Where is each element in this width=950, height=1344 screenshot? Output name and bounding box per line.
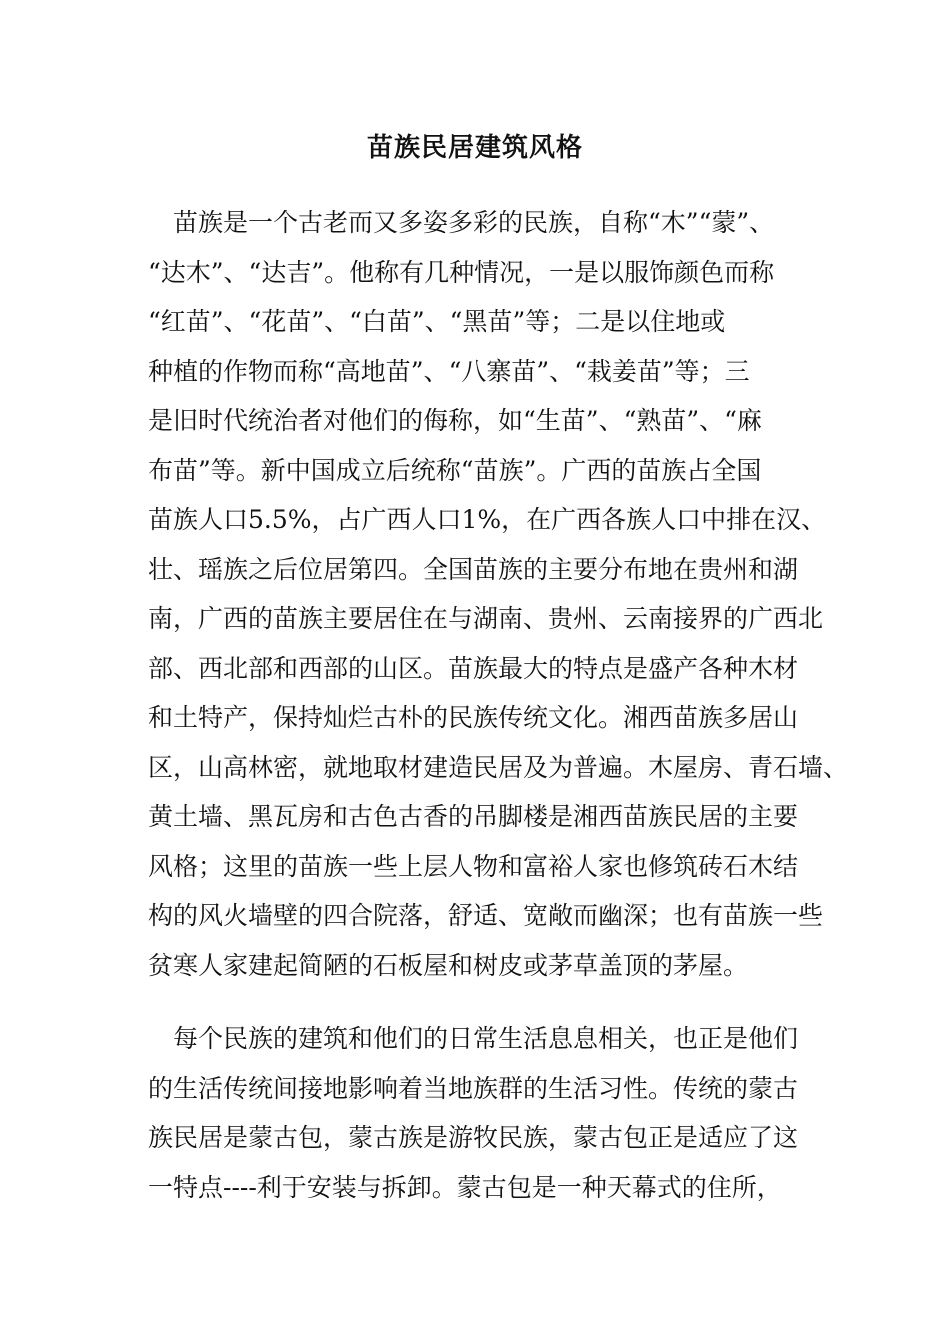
paragraph-line: 种植的作物而称“高地苗”、“八寨苗”、“栽姜苗”等；三 <box>148 356 750 386</box>
paragraph-line: 族民居是蒙古包，蒙古族是游牧民族，蒙古包正是适应了这 <box>148 1123 799 1152</box>
paragraph-line: 构的风火墙壁的四合院落，舒适、宽敞而幽深；也有苗族一些 <box>148 901 824 930</box>
paragraph-line: 南，广西的苗族主要居住在与湖南、贵州、云南接界的广西北 <box>148 604 824 633</box>
paragraph-line: 的生活传统间接地影响着当地族群的生活习性。传统的蒙古 <box>148 1073 799 1103</box>
paragraph-line: 黄土墙、黑瓦房和古色古香的吊脚楼是湘西苗族民居的主要 <box>148 802 799 831</box>
paragraph-line: 苗族人口5.5%，占广西人口1%，在广西各族人口中排在汉、 <box>148 505 827 534</box>
paragraph-line: “达木”、“达吉”。他称有几种情况，一是以服饰颜色而称 <box>148 257 775 287</box>
paragraph-line: 和土特产，保持灿烂古朴的民族传统文化。湘西苗族多居山 <box>148 703 799 732</box>
paragraph-line: 每个民族的建筑和他们的日常生活息息相关，也正是他们 <box>148 1024 799 1053</box>
paragraph-2 <box>148 1014 810 1212</box>
paragraph-line: 布苗”等。新中国成立后统称“苗族”。广西的苗族占全国 <box>148 455 762 485</box>
paragraph-line: 壮、瑶族之后位居第四。全国苗族的主要分布地在贵州和湖 <box>148 554 799 584</box>
paragraph-line: 贫寒人家建起简陋的石板屋和树皮或茅草盖顶的茅屋。 <box>148 950 749 980</box>
paragraph-line: 风格；这里的苗族一些上层人物和富裕人家也修筑砖石木结 <box>148 851 799 881</box>
paragraph-line: 区，山高林密，就地取材建造民居及为普遍。木屋房、青石墙、 <box>148 752 849 782</box>
paragraph-line: “红苗”、“花苗”、“白苗”、“黑苗”等；二是以住地或 <box>148 307 726 336</box>
paragraph-line: 是旧时代统治者对他们的侮称，如“生苗”、“熟苗”、“麻 <box>148 406 762 435</box>
paragraph-line: 苗族是一个古老而又多姿多彩的民族，自称“木”“蒙”、 <box>148 208 775 237</box>
paragraph-1 <box>148 198 849 990</box>
paragraph-line: 部、西北部和西部的山区。苗族最大的特点是盛产各种木材 <box>148 653 799 683</box>
document-title: 苗族民居建筑风格 <box>366 133 583 163</box>
paragraph-line: 一特点----利于安装与拆卸。蒙古包是一种天幕式的住所， <box>148 1172 782 1202</box>
